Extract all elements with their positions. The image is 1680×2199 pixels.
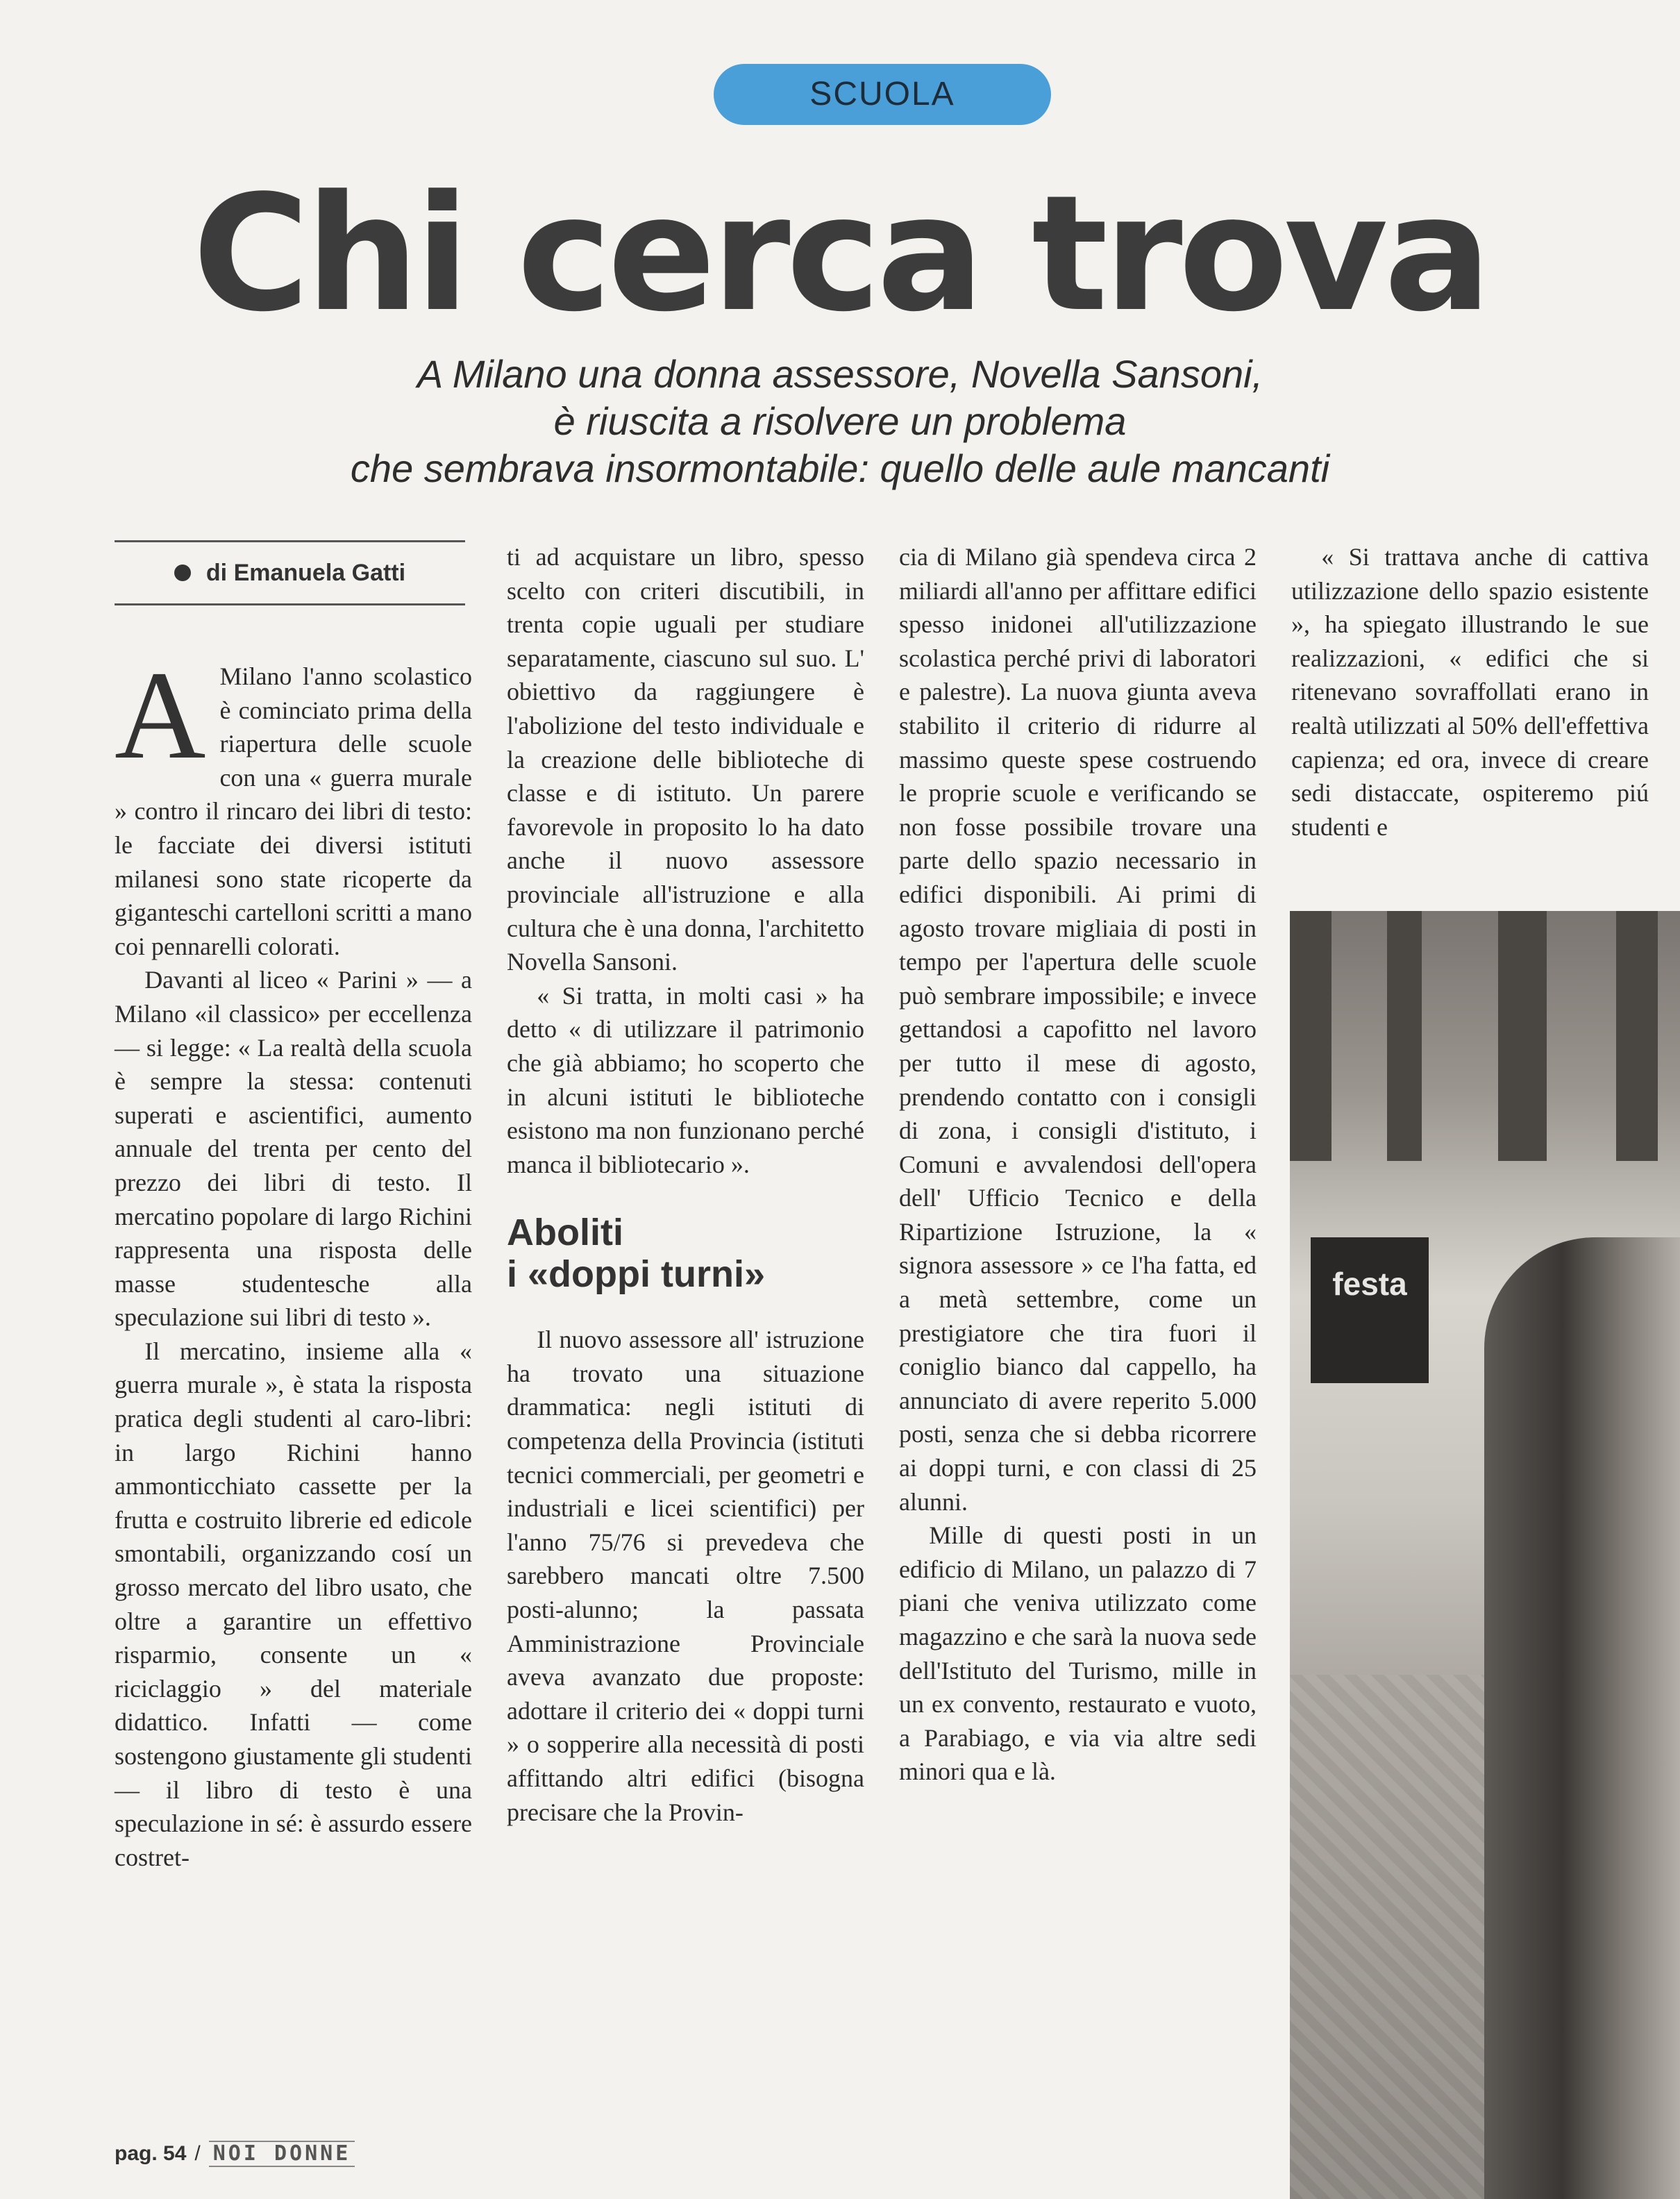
page-number: pag. 54 xyxy=(115,2142,187,2165)
article-paragraph: Mille di questi posti in un edificio di Milano, un palazzo di 7 piani che veniva utilizzato come magazzino e che sarà la nuova sede dell'Istituto del Turismo, mille in un ex convento, restaurato e vuoto, a Parabiago, e via via altre sedi minori qua e là. xyxy=(899,1521,1257,1786)
headline: Chi cerca trova xyxy=(192,162,1488,347)
subtitle-line-1: A Milano una donna assessore, Novella Sansoni, xyxy=(417,352,1263,396)
article-paragraph: « Si trattava anche di cattiva utilizzazione dello spazio esistente », ha spiegato illustrando le sue realizzazioni, « edifici che si ritenevano sovraffollati erano in realtà utilizzati al 50% dell'effettiva capienza; ed ora, invece di creare sedi distaccate, ospiteremo piú studenti e xyxy=(1291,543,1649,841)
byline-text: di Emanuela Gatti xyxy=(205,559,406,586)
photo-column-shadow xyxy=(1616,911,1658,1161)
bullet-icon xyxy=(174,565,191,581)
photo-poster: festa xyxy=(1311,1237,1429,1383)
photo-column-shadow xyxy=(1498,911,1547,1161)
page-footer xyxy=(115,2141,355,2167)
subtitle xyxy=(139,351,1541,492)
byline xyxy=(115,540,465,605)
article-column-1 xyxy=(115,646,472,1874)
drop-cap: A xyxy=(115,646,206,785)
subtitle-line-2: è riuscita a risolvere un problema xyxy=(553,399,1127,443)
article-paragraph: Il nuovo assessore all' istruzione ha trovato una situazione drammatica: negli istituti di competenza della Provincia (istituti tecnici commerciali, per geometri e industriali e licei scientifici) per l'anno 75/76 si prevedeva che sarebbero mancati oltre 7.500 posti-alunno; la passata Amministrazione Provinciale aveva avanzato due proposte: adottare il criterio dei « doppi turni » o sopperire alla necessità di posti affittando altri edifici (bisogna precisare che la Provin- xyxy=(507,1326,864,1826)
article-paragraph xyxy=(115,646,472,963)
section-tag: SCUOLA xyxy=(714,64,1051,125)
article-paragraph: « Si tratta, in molti casi » ha detto « di utilizzare il patrimonio che già abbiamo; ho scoperto che in alcuni istituti le biblioteche esistono ma non funzionano perché manca il bibliotecario ». xyxy=(507,981,864,1178)
subheading-line-1: Aboliti xyxy=(507,1212,623,1254)
article-photo xyxy=(1290,911,1680,2199)
subheading xyxy=(507,1212,864,1295)
photo-column-shadow xyxy=(1387,911,1422,1161)
magazine-logo: NOI DONNE xyxy=(209,2141,355,2167)
subheading-line-2: i «doppi turni» xyxy=(507,1253,765,1296)
paragraph-text: Milano l'anno scolastico è cominciato prima della riapertura delle scuole con una « guerra murale » contro il rincaro dei libri di testo: le facciate dei diversi istituti milanesi sono state ricoperte da giganteschi cartelloni scritti a mano coi pennarelli colorati. xyxy=(115,662,472,960)
article-paragraph: ti ad acquistare un libro, spesso scelto con criteri discutibili, in trenta copie uguali per studiare separatamente, ciascuno sul suo. L' obiettivo da raggiungere è l'abolizione del testo individuale e la creazione delle biblioteche di classe e di istituto. Un parere favorevole in proposito lo ha dato anche il nuovo assessore provinciale all'istruzione e alla cultura che è una donna, l'architetto Novella Sansoni. xyxy=(507,543,864,976)
footer-separator: / xyxy=(194,2142,201,2165)
article-paragraph: Il mercatino, insieme alla « guerra murale », è stata la risposta pratica degli studenti al caro-libri: in largo Richini hanno ammonticchiato cassette per la frutta e costruito librerie ed edicole smontabili, organizzando cosí un grosso mercato del libro usato, che oltre a garantire un effettivo risparmio, consente un « riciclaggio » del materiale didattico. Infatti — come sostengono giustamente gli studenti — il libro di testo è una speculazione in sé: è assurdo essere costret- xyxy=(115,1337,472,1871)
article-paragraph: Davanti al liceo « Parini » — a Milano «il classico» per eccellenza — si legge: « La realtà della scuola è sempre la stessa: contenuti superati e ascientifici, aumento annuale del trenta per cento del prezzo dei libri di testo. Il mercatino popolare di largo Richini rappresenta una risposta delle masse studentesche alla speculazione sui libri di testo ». xyxy=(115,966,472,1332)
subtitle-line-3: che sembrava insormontabile: quello delle aule mancanti xyxy=(350,446,1330,490)
article-paragraph: cia di Milano già spendeva circa 2 miliardi all'anno per affittare edifici spesso inidonei all'utilizzazione scolastica perché privi di laboratori e palestre). La nuova giunta aveva stabilito il criterio di ridurre al massimo queste spese costruendo le proprie scuole e verificando se non fosse possibile trovare una parte dello spazio necessario in edifici disponibili. Ai primi di agosto trovare migliaia di posti in tempo per l'apertura delle scuole può sembrare impossibile; e invece gettandosi a capofitto nel lavoro per tutto il mese di agosto, prendendo contatto con i consigli di zona, i consigli d'istituto, i Comuni e avvalendosi dell'opera dell' Ufficio Tecnico e della Ripartizione Istruzione, la « signora assessore » ce l'ha fatta, ed a metà settembre, come un prestigiatore che tira fuori il coniglio bianco dal cappello, ha annunciato di avere reperito 5.000 posti, senza che si debba ricorrere ai doppi turni, e con classi di 25 alunni. xyxy=(899,543,1257,1516)
article-column-3 xyxy=(899,540,1257,1789)
photo-student-figure xyxy=(1484,1237,1680,2199)
photo-column-shadow xyxy=(1290,911,1332,1161)
article-column-4 xyxy=(1291,540,1649,844)
article-column-2 xyxy=(507,540,864,1829)
